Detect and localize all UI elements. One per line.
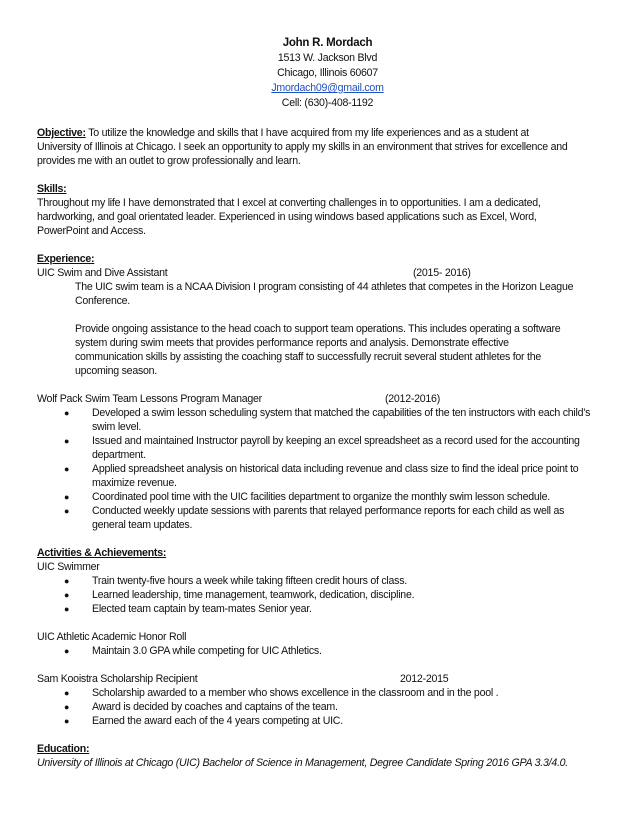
job-dates: (2015- 2016) <box>413 267 471 279</box>
list-item: ● Developed a swim lesson scheduling system that matched the capabilities of the ten instructors with each child’s swim level. <box>64 407 591 433</box>
job-description-line: system during swim meets that provides performance reports and analysis. Demonstrate effective <box>75 337 509 349</box>
objective-text-line: To utilize the knowledge and skills that I have acquired from my life experiences and as a student at <box>88 127 529 139</box>
job-description-line: The UIC swim team is a NCAA Division I program consisting of 44 athletes that competes in the Horizon League <box>75 281 574 293</box>
contact-header <box>37 35 618 111</box>
bullet-icon: ● <box>64 702 70 712</box>
skills-title: Skills: <box>37 183 67 195</box>
activity-title: UIC Athletic Academic Honor Roll <box>37 631 187 643</box>
list-item: ● Learned leadership, time management, teamwork, dedication, discipline. <box>64 589 415 601</box>
job-title: UIC Swim and Dive Assistant <box>37 267 168 279</box>
activity-bullet-list <box>37 644 618 658</box>
bullet-icon: ● <box>64 688 70 698</box>
job-heading <box>37 392 618 406</box>
bullet-icon: ● <box>64 716 70 726</box>
list-item: ● Issued and maintained Instructor payroll by keeping an excel spreadsheet as a record used for the accounting department. <box>64 435 580 461</box>
activity-title: Sam Kooistra Scholarship Recipient <box>37 673 198 685</box>
list-item: ● Applied spreadsheet analysis on historical data including revenue and class size to find the ideal price point to maximize revenue. <box>64 463 579 489</box>
experience-section <box>37 252 618 532</box>
address-line-2: Chicago, Illinois 60607 <box>277 67 378 79</box>
bullet-icon: ● <box>64 464 70 474</box>
job-description-line: upcoming season. <box>75 365 157 377</box>
list-item: ● Earned the award each of the 4 years competing at UIC. <box>64 715 343 727</box>
activity-title: UIC Swimmer <box>37 561 100 573</box>
activity-bullet-list <box>37 686 618 728</box>
list-item: ● Coordinated pool time with the UIC facilities department to organize the monthly swim lesson schedule. <box>64 491 550 503</box>
job-dates: (2012-2016) <box>385 393 440 405</box>
objective-label: Objective: <box>37 127 86 139</box>
activities-title: Activities & Achievements: <box>37 547 167 559</box>
activities-section <box>37 546 618 728</box>
education-section <box>37 742 618 770</box>
list-item: ● Elected team captain by team-mates Senior year. <box>64 603 312 615</box>
activity-dates: 2012-2015 <box>400 673 449 685</box>
list-item: ● Conducted weekly update sessions with parents that relayed performance reports for each child as well as general team updates. <box>64 505 565 531</box>
skills-line: PowerPoint and Access. <box>37 225 146 237</box>
bullet-icon: ● <box>64 590 70 600</box>
job-description-line: Conference. <box>75 295 130 307</box>
education-title: Education: <box>37 743 90 755</box>
bullet-icon: ● <box>64 492 70 502</box>
job-description-line: Provide ongoing assistance to the head coach to support team operations. This includes operating a software <box>75 323 561 335</box>
list-item: ● Maintain 3.0 GPA while competing for UIC Athletics. <box>64 645 322 657</box>
bullet-icon: ● <box>64 646 70 656</box>
activity-heading <box>37 672 618 686</box>
bullet-icon: ● <box>64 436 70 446</box>
job-description-line: communication skills by assisting the coaching staff to successfully recruit several student athletes for the <box>75 351 541 363</box>
skills-section <box>37 182 618 238</box>
objective-section <box>37 126 618 168</box>
bullet-icon: ● <box>64 408 70 418</box>
activity-bullet-list <box>37 574 618 616</box>
list-item: ● Train twenty-five hours a week while taking fifteen credit hours of class. <box>64 575 407 587</box>
bullet-icon: ● <box>64 506 70 516</box>
job-bullet-list <box>37 406 618 532</box>
email-link[interactable]: Jmordach09@gmail.com <box>271 82 384 94</box>
address-line-1: 1513 W. Jackson Blvd <box>277 52 378 64</box>
bullet-icon: ● <box>64 576 70 586</box>
job-description <box>37 280 618 378</box>
objective-text-line: University of Illinois at Chicago. I seek an opportunity to apply my skills in an environment that strives for excellence and <box>37 141 568 153</box>
experience-title: Experience: <box>37 253 95 265</box>
list-item: ● Scholarship awarded to a member who shows excellence in the classroom and in the pool . <box>64 687 499 699</box>
education-entry: University of Illinois at Chicago (UIC) Bachelor of Science in Management, Degree Candidate Spring 2016 GPA 3.3/4.0. <box>37 757 568 769</box>
bullet-icon: ● <box>64 604 70 614</box>
skills-line: Throughout my life I have demonstrated that I excel at converting challenges in to opportunities. I am a dedicated, <box>37 197 541 209</box>
job-title: Wolf Pack Swim Team Lessons Program Manager <box>37 393 262 405</box>
applicant-name: John R. Mordach <box>282 37 373 49</box>
objective-text-line: provides me with an outlet to grow professionally and learn. <box>37 155 301 167</box>
job-heading <box>37 266 618 280</box>
skills-line: hardworking, and goal orientated leader. Experienced in using windows based applications such as Excel, Word, <box>37 211 537 223</box>
list-item: ● Award is decided by coaches and captains of the team. <box>64 701 338 713</box>
phone-number: Cell: (630)-408-1192 <box>281 97 374 109</box>
